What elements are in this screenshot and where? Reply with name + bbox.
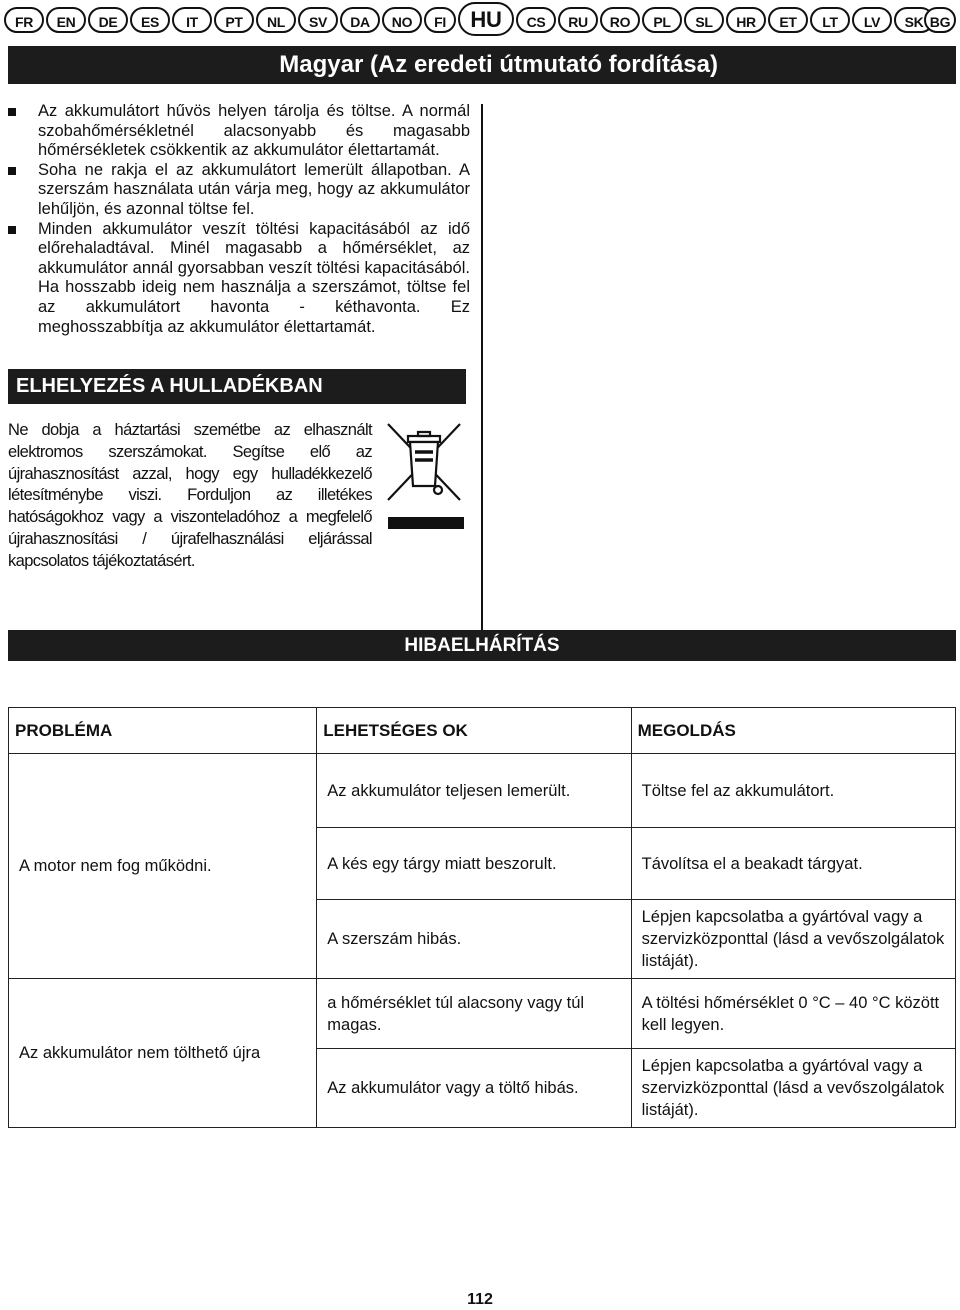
- solution-cell: Távolítsa el a beakadt tárgyat.: [631, 828, 955, 900]
- cause-cell: a hőmérséklet túl alacsony vagy túl magas.: [317, 979, 631, 1049]
- cause-cell: A szerszám hibás.: [317, 900, 631, 979]
- cause-cell: Az akkumulátor vagy a töltő hibás.: [317, 1049, 631, 1128]
- solution-cell: Lépjen kapcsolatba a gyártóval vagy a szervizközponttal (lásd a vevőszolgálatok listáját).: [631, 1049, 955, 1128]
- lang-tab-lt[interactable]: LT: [810, 7, 850, 33]
- lang-tab-bg[interactable]: BG: [924, 7, 956, 33]
- list-item: [8, 161, 470, 220]
- column-header-problem: PROBLÉMA: [9, 708, 317, 754]
- problem-cell: A motor nem fog működni.: [9, 754, 317, 979]
- list-item: [8, 220, 470, 338]
- language-selector: [4, 7, 956, 33]
- column-divider: [481, 104, 483, 632]
- crossed-out-wheelie-bin-icon: [386, 418, 466, 530]
- page-number: 112: [467, 1291, 493, 1308]
- bullet-text: Soha ne rakja el az akkumulátort lemerült állapotban. A szerszám használata után várja meg, hogy az akkumulátor lehűljön, és azonnal töltse fel.: [38, 160, 470, 218]
- solution-cell: Töltse fel az akkumulátort.: [631, 754, 955, 828]
- disposal-paragraph: Ne dobja a háztartási szemétbe az elhasznált elektromos szerszámokat. Segítse elő az újrahasznosítást azzal, hogy egy hulladékkezelő létesítménybe viszi. Forduljon az illetékes hatóságokhoz vagy a viszonteladóhoz a megfelelő újrahasznosítási / újrafelhasználási eljárással kapcsolatos tájékoztatásért.: [8, 421, 372, 570]
- lang-tab-ro[interactable]: RO: [600, 7, 640, 33]
- bullet-text: Minden akkumulátor veszít töltési kapacitásából az idő előrehaladtával. Minél magasabb a hőmérséklet, az akkumulátor annál gyorsabban veszít töltési kapacitásából. Ha hosszabb ideig nem használja a szerszámot, töltse fel az akkumulátort havonta - kéthavonta. Ez meghosszabbítja az akkumulátor élettartamát.: [38, 219, 470, 336]
- column-header-cause: LEHETSÉGES OK: [317, 708, 631, 754]
- battery-care-list: [8, 102, 470, 337]
- lang-tab-et[interactable]: ET: [768, 7, 808, 33]
- lang-tab-es[interactable]: ES: [130, 7, 170, 33]
- disposal-heading: ELHELYEZÉS A HULLADÉKBAN: [8, 369, 466, 404]
- table-header-row: [9, 708, 956, 754]
- lang-tab-hu-active[interactable]: HU: [458, 2, 514, 36]
- troubleshooting-table: [8, 707, 956, 1128]
- lang-tab-sk[interactable]: SK: [894, 7, 934, 33]
- lang-tab-nl[interactable]: NL: [256, 7, 296, 33]
- table-row: [9, 979, 956, 1049]
- troubleshooting-heading-text: HIBAELHÁRÍTÁS: [404, 635, 560, 656]
- lang-tab-no[interactable]: NO: [382, 7, 422, 33]
- column-header-solution: MEGOLDÁS: [631, 708, 955, 754]
- troubleshooting-heading: [8, 630, 956, 661]
- list-item: [8, 102, 470, 161]
- lang-tab-da[interactable]: DA: [340, 7, 380, 33]
- lang-tab-ru[interactable]: RU: [558, 7, 598, 33]
- solution-cell: A töltési hőmérséklet 0 °C – 40 °C között kell legyen.: [631, 979, 955, 1049]
- lang-tab-hr[interactable]: HR: [726, 7, 766, 33]
- bullet-square-icon: [8, 108, 16, 116]
- lang-tab-pl[interactable]: PL: [642, 7, 682, 33]
- table-row: [9, 754, 956, 828]
- problem-cell: Az akkumulátor nem tölthető újra: [9, 979, 317, 1128]
- cause-cell: Az akkumulátor teljesen lemerült.: [317, 754, 631, 828]
- lang-tab-sl[interactable]: SL: [684, 7, 724, 33]
- lang-tab-de[interactable]: DE: [88, 7, 128, 33]
- bullet-text: Az akkumulátort hűvös helyen tárolja és töltse. A normál szobahőmérsékletnél alacsonyabb és magasabb hőmérsékletek csökkentik az akkumulátor élettartamát.: [38, 102, 470, 160]
- lang-tab-lv[interactable]: LV: [852, 7, 892, 33]
- page-title: Magyar (Az eredeti útmutató fordítása): [8, 46, 956, 84]
- lang-tab-fr[interactable]: FR: [4, 7, 44, 33]
- lang-tab-it[interactable]: IT: [172, 7, 212, 33]
- lang-tab-en[interactable]: EN: [46, 7, 86, 33]
- lang-tab-fi[interactable]: FI: [424, 7, 456, 33]
- bullet-square-icon: [8, 167, 16, 175]
- solution-cell: Lépjen kapcsolatba a gyártóval vagy a szervizközponttal (lásd a vevőszolgálatok listáját).: [631, 900, 955, 979]
- lang-tab-pt[interactable]: PT: [214, 7, 254, 33]
- bullet-square-icon: [8, 226, 16, 234]
- cause-cell: A kés egy tárgy miatt beszorult.: [317, 828, 631, 900]
- lang-tab-cs[interactable]: CS: [516, 7, 556, 33]
- lang-tab-sv[interactable]: SV: [298, 7, 338, 33]
